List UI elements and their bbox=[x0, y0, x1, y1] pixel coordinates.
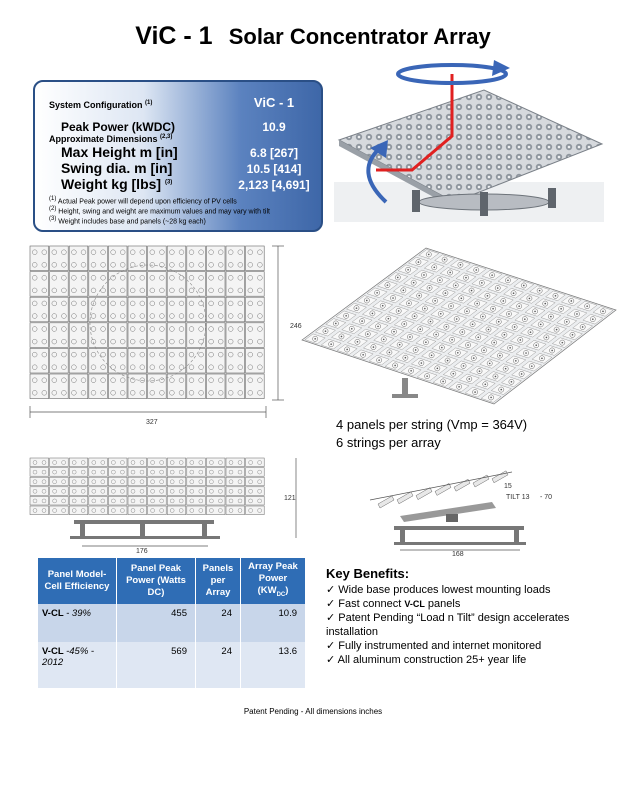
efficiency-table bbox=[38, 558, 306, 688]
title-model: ViC - 1 bbox=[135, 22, 213, 50]
post bbox=[402, 378, 408, 396]
table-header-row bbox=[38, 558, 306, 604]
base-leg bbox=[480, 192, 488, 216]
tilt-range: - 70 bbox=[540, 494, 553, 501]
perspective-drawing bbox=[296, 240, 622, 410]
table-row bbox=[38, 604, 306, 642]
side-height-label: 121 bbox=[284, 495, 296, 502]
tilt-view-drawing bbox=[364, 466, 564, 556]
side-view-drawing bbox=[14, 452, 310, 556]
note-1: (1) Actual Peak power will depend upon efficiency of PV cells bbox=[49, 196, 237, 206]
benefit-item: ✓ Wide base produces lowest mounting loads bbox=[326, 584, 551, 596]
key-benefits bbox=[326, 566, 616, 667]
spec-box bbox=[33, 80, 323, 232]
weight-label: Weight kg [lbs] $^{(3)}$ bbox=[61, 176, 173, 192]
swing-label: Swing dia. m [in] bbox=[61, 160, 173, 176]
check-icon: ✓ bbox=[326, 598, 336, 610]
row-model: V-CL -45% - 2012 bbox=[38, 642, 117, 688]
strings-line-2: 6 strings per array bbox=[336, 435, 441, 450]
strings-line-1: 4 panels per string (Vmp = 364V) bbox=[336, 417, 528, 432]
check-icon: ✓ bbox=[326, 584, 336, 596]
tilt-beam bbox=[394, 526, 524, 530]
row-panels: 24 bbox=[196, 642, 241, 688]
tilt-base-label: 168 bbox=[452, 551, 464, 556]
row-array: 10.9 bbox=[241, 604, 306, 642]
benefit-item: ✓ Fast connect V-CL panels bbox=[326, 598, 461, 610]
header-model: Panel Model-Cell Efficiency bbox=[38, 558, 117, 604]
tilt-angle-top: 15 bbox=[504, 483, 512, 490]
front-width-label: 327 bbox=[146, 419, 158, 426]
peak-value: 10.9 bbox=[262, 120, 286, 134]
row-power: 455 bbox=[117, 604, 196, 642]
row-array: 13.6 bbox=[241, 642, 306, 688]
base-leg bbox=[548, 188, 556, 208]
base-leg bbox=[412, 190, 420, 212]
model-header: ViC - 1 bbox=[253, 95, 295, 110]
beam bbox=[74, 520, 214, 524]
row-model: V-CL - 39% bbox=[38, 604, 117, 642]
benefit-item: ✓ Fully instrumented and internet monitored bbox=[326, 640, 542, 652]
leg bbox=[202, 524, 207, 538]
foot bbox=[70, 536, 220, 539]
peak-label: Peak Power (kWDC) bbox=[61, 120, 176, 134]
benefits-heading: Key Benefits: bbox=[326, 566, 410, 581]
perspective-panel-grid bbox=[302, 248, 616, 404]
row-power: 569 bbox=[117, 642, 196, 688]
tilt-module bbox=[397, 492, 413, 504]
front-height-label: 246 bbox=[290, 323, 302, 330]
height-label: Max Height m [in] bbox=[61, 144, 178, 160]
leg bbox=[80, 524, 85, 538]
front-panel-grid bbox=[30, 246, 264, 399]
table-row bbox=[38, 642, 306, 688]
tilt-module bbox=[435, 483, 451, 495]
post-foot bbox=[392, 394, 418, 398]
front-view-drawing bbox=[14, 238, 310, 430]
dims-label: Approximate Dimensions $^{(2,3)}$ bbox=[49, 134, 173, 144]
leg bbox=[140, 524, 145, 538]
tilt-label: TILT 13 bbox=[506, 494, 530, 501]
side-panel-grid bbox=[30, 458, 264, 515]
weight-value: 2,123 [4,691] bbox=[238, 178, 310, 192]
note-2: (2) Height, swing and weight are maximum values and may vary with tilt bbox=[49, 206, 270, 216]
row-panels: 24 bbox=[196, 604, 241, 642]
array-rendering bbox=[334, 52, 604, 222]
header-panels: Panels per Array bbox=[196, 558, 241, 604]
config-label: System Configuration $^{(1)}$ bbox=[49, 100, 153, 110]
benefit-item: ✓ All aluminum construction 25+ year life bbox=[326, 654, 527, 666]
header-power: Panel Peak Power (Watts DC) bbox=[117, 558, 196, 604]
check-icon: ✓ bbox=[326, 612, 336, 624]
base-width-label: 176 bbox=[136, 548, 148, 555]
page-title bbox=[0, 22, 626, 51]
check-icon: ✓ bbox=[326, 654, 336, 666]
header-array: Array Peak Power $(KW_{DC})$ bbox=[241, 558, 306, 604]
check-icon: ✓ bbox=[326, 640, 336, 652]
note-3: (3) Weight includes base and panels (~28 kg each) bbox=[49, 216, 206, 226]
benefit-item: ✓ Patent Pending “Load n Tilt” design accelerates installation bbox=[326, 612, 570, 638]
title-name: Solar Concentrator Array bbox=[228, 24, 491, 49]
swing-value: 10.5 [414] bbox=[246, 162, 302, 176]
height-value: 6.8 [267] bbox=[249, 146, 299, 160]
tilt-module bbox=[492, 471, 508, 483]
footer-note: Patent Pending - All dimensions inches bbox=[243, 707, 383, 716]
